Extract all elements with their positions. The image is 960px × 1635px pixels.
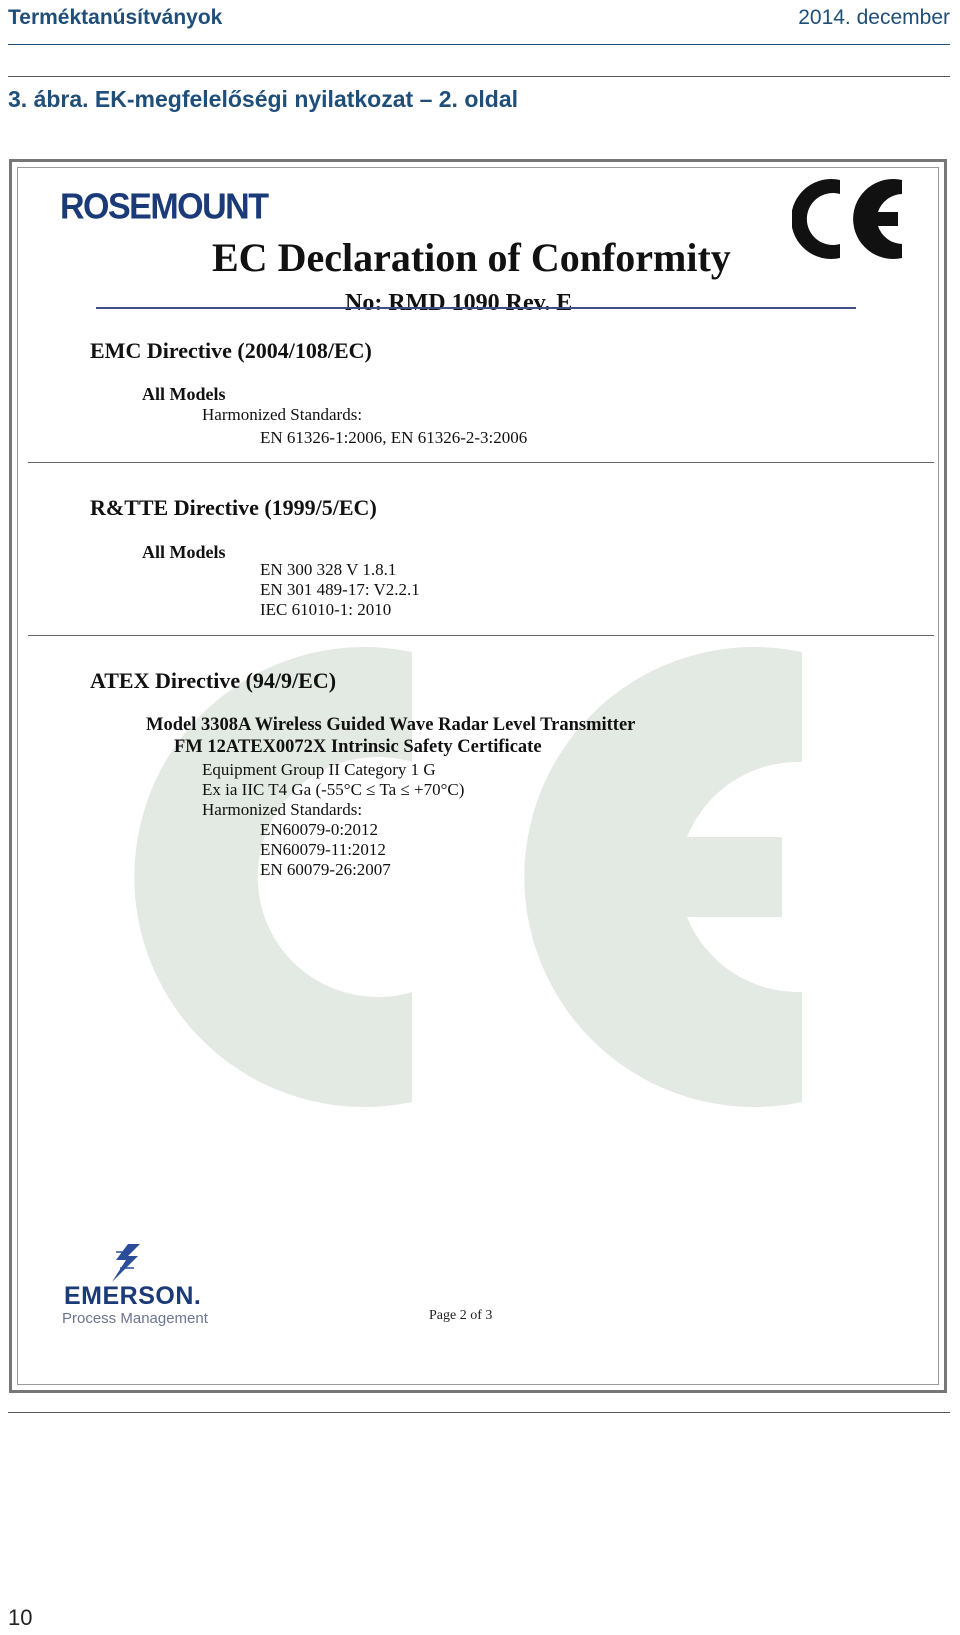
rtte-models: All Models bbox=[142, 542, 226, 562]
atex-standard: EN 60079-26:2007 bbox=[260, 860, 391, 879]
ce-watermark-icon bbox=[102, 632, 832, 1132]
atex-certificate: FM 12ATEX0072X Intrinsic Safety Certificate bbox=[174, 737, 542, 757]
section-divider bbox=[28, 635, 934, 636]
atex-model: Model 3308A Wireless Guided Wave Radar Level Transmitter bbox=[146, 715, 636, 735]
header-title: Terméktanúsítványok bbox=[8, 6, 223, 29]
emc-models: All Models bbox=[142, 384, 226, 404]
rtte-heading: R&TTE Directive (1999/5/EC) bbox=[90, 495, 377, 520]
caption-divider bbox=[8, 76, 950, 77]
atex-standard: EN60079-0:2012 bbox=[260, 820, 379, 839]
rtte-standard: IEC 61010-1: 2010 bbox=[260, 600, 392, 619]
rtte-standard: EN 301 489-17: V2.2.1 bbox=[260, 580, 420, 599]
ce-mark-icon bbox=[792, 174, 912, 264]
atex-standard: EN60079-11:2012 bbox=[260, 840, 386, 859]
rtte-standard: EN 300 328 V 1.8.1 bbox=[260, 560, 397, 579]
header-divider bbox=[8, 44, 950, 45]
atex-heading: ATEX Directive (94/9/EC) bbox=[90, 668, 337, 693]
declaration-title: EC Declaration of Conformity bbox=[212, 235, 731, 280]
emerson-bolt-icon bbox=[60, 1242, 180, 1284]
atex-harmonized: Harmonized Standards: bbox=[202, 800, 363, 819]
emerson-logo: EMERSON. bbox=[64, 1282, 202, 1310]
page-number: 10 bbox=[8, 1605, 33, 1630]
emc-heading: EMC Directive (2004/108/EC) bbox=[90, 338, 372, 363]
rosemount-logo: ROSEMOUNT bbox=[60, 187, 268, 227]
document-page-indicator: Page 2 of 3 bbox=[429, 1308, 493, 1323]
figure-caption: 3. ábra. EK-megfelelőségi nyilatkozat – 2. oldal bbox=[8, 86, 518, 112]
declaration-number: No: RMD 1090 Rev. E bbox=[345, 290, 573, 316]
atex-marking: Ex ia IIC T4 Ga (-55°C ≤ Ta ≤ +70°C) bbox=[202, 780, 465, 799]
emc-harmonized: Harmonized Standards: bbox=[202, 405, 363, 424]
atex-group: Equipment Group II Category 1 G bbox=[202, 760, 436, 779]
title-rule bbox=[96, 307, 856, 309]
emc-standards: EN 61326-1:2006, EN 61326-2-3:2006 bbox=[260, 428, 528, 447]
scanned-declaration bbox=[9, 159, 947, 1393]
footer-divider bbox=[8, 1412, 950, 1413]
emerson-division: Process Management bbox=[62, 1310, 208, 1327]
header-date: 2014. december bbox=[798, 6, 950, 29]
section-divider bbox=[28, 462, 934, 463]
